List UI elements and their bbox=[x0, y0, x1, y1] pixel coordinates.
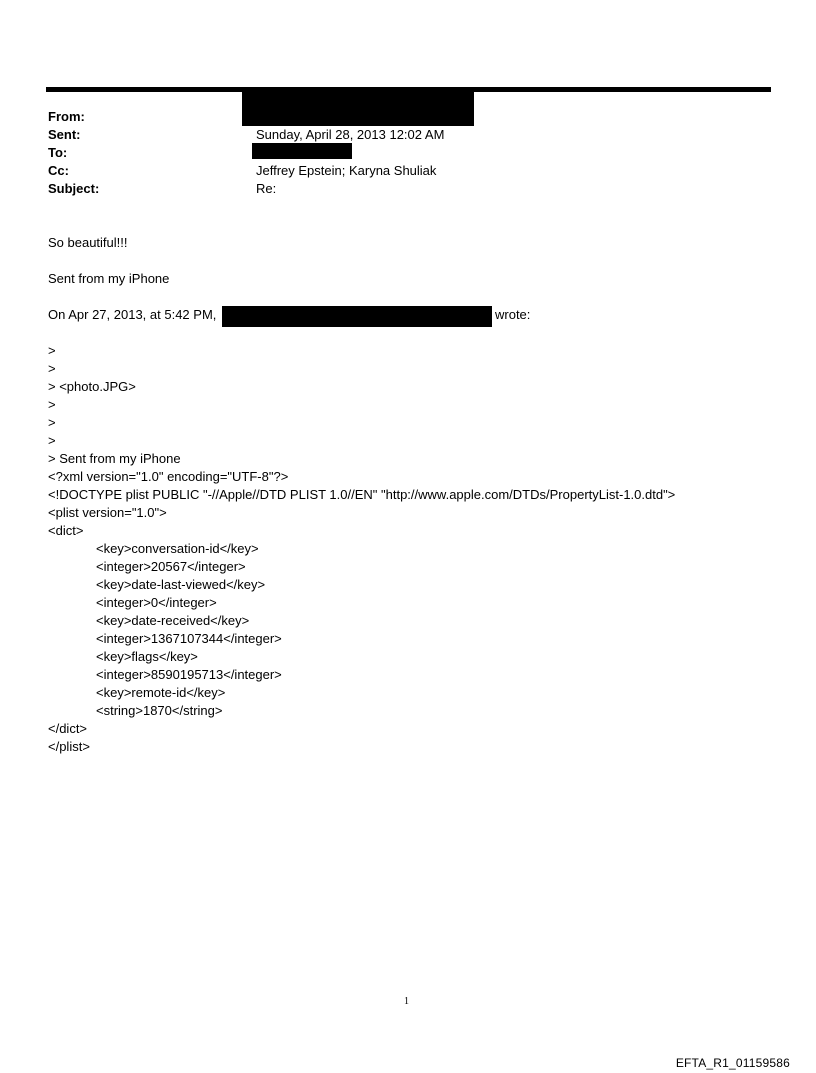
plist-line: <key>date-last-viewed</key> bbox=[96, 577, 266, 592]
quoted-line: > bbox=[48, 433, 56, 448]
to-label: To: bbox=[48, 145, 68, 160]
subject-label: Subject: bbox=[48, 181, 100, 196]
quote-intro-suffix: wrote: bbox=[495, 307, 531, 322]
plist-line: </dict> bbox=[48, 721, 88, 736]
quoted-line: > bbox=[48, 415, 56, 430]
sent-value: Sunday, April 28, 2013 12:02 AM bbox=[256, 127, 445, 142]
plist-line: </plist> bbox=[48, 739, 90, 754]
plist-line: <key>date-received</key> bbox=[96, 613, 250, 628]
sent-label: Sent: bbox=[48, 127, 81, 142]
plist-line: <key>flags</key> bbox=[96, 649, 198, 664]
message-text: So beautiful!!! bbox=[48, 235, 128, 250]
quoted-line: > bbox=[48, 361, 56, 376]
quoted-line: > bbox=[48, 343, 56, 358]
plist-line: <!DOCTYPE plist PUBLIC "-//Apple//DTD PLIST 1.0//EN" "http://www.apple.com/DTDs/PropertyList-1.0.dtd"> bbox=[48, 487, 676, 502]
from-label: From: bbox=[48, 109, 85, 124]
plist-line: <integer>8590195713</integer> bbox=[96, 667, 282, 682]
plist-line: <integer>0</integer> bbox=[96, 595, 217, 610]
quoted-attachment-line: > <photo.JPG> bbox=[48, 379, 136, 394]
subject-value: Re: bbox=[256, 181, 277, 196]
quote-intro-prefix: On Apr 27, 2013, at 5:42 PM, bbox=[48, 307, 217, 322]
plist-line: <integer>20567</integer> bbox=[96, 559, 246, 574]
plist-line: <plist version="1.0"> bbox=[48, 505, 167, 520]
plist-line: <?xml version="1.0" encoding="UTF-8"?> bbox=[48, 469, 289, 484]
to-redaction bbox=[252, 143, 352, 159]
plist-line: <dict> bbox=[48, 523, 84, 538]
plist-line: <integer>1367107344</integer> bbox=[96, 631, 282, 646]
quoted-line: > bbox=[48, 397, 56, 412]
quote-sender-redaction bbox=[222, 306, 492, 327]
plist-line: <string>1870</string> bbox=[96, 703, 223, 718]
plist-line: <key>conversation-id</key> bbox=[96, 541, 259, 556]
cc-value: Jeffrey Epstein; Karyna Shuliak bbox=[256, 163, 437, 178]
page-number: 1 bbox=[404, 996, 409, 1007]
document-id: EFTA_R1_01159586 bbox=[675, 1056, 790, 1070]
signature-text: Sent from my iPhone bbox=[48, 271, 170, 286]
cc-label: Cc: bbox=[48, 163, 69, 178]
plist-line: <key>remote-id</key> bbox=[96, 685, 226, 700]
from-redaction bbox=[242, 92, 474, 126]
quoted-signature-line: > Sent from my iPhone bbox=[48, 451, 181, 466]
